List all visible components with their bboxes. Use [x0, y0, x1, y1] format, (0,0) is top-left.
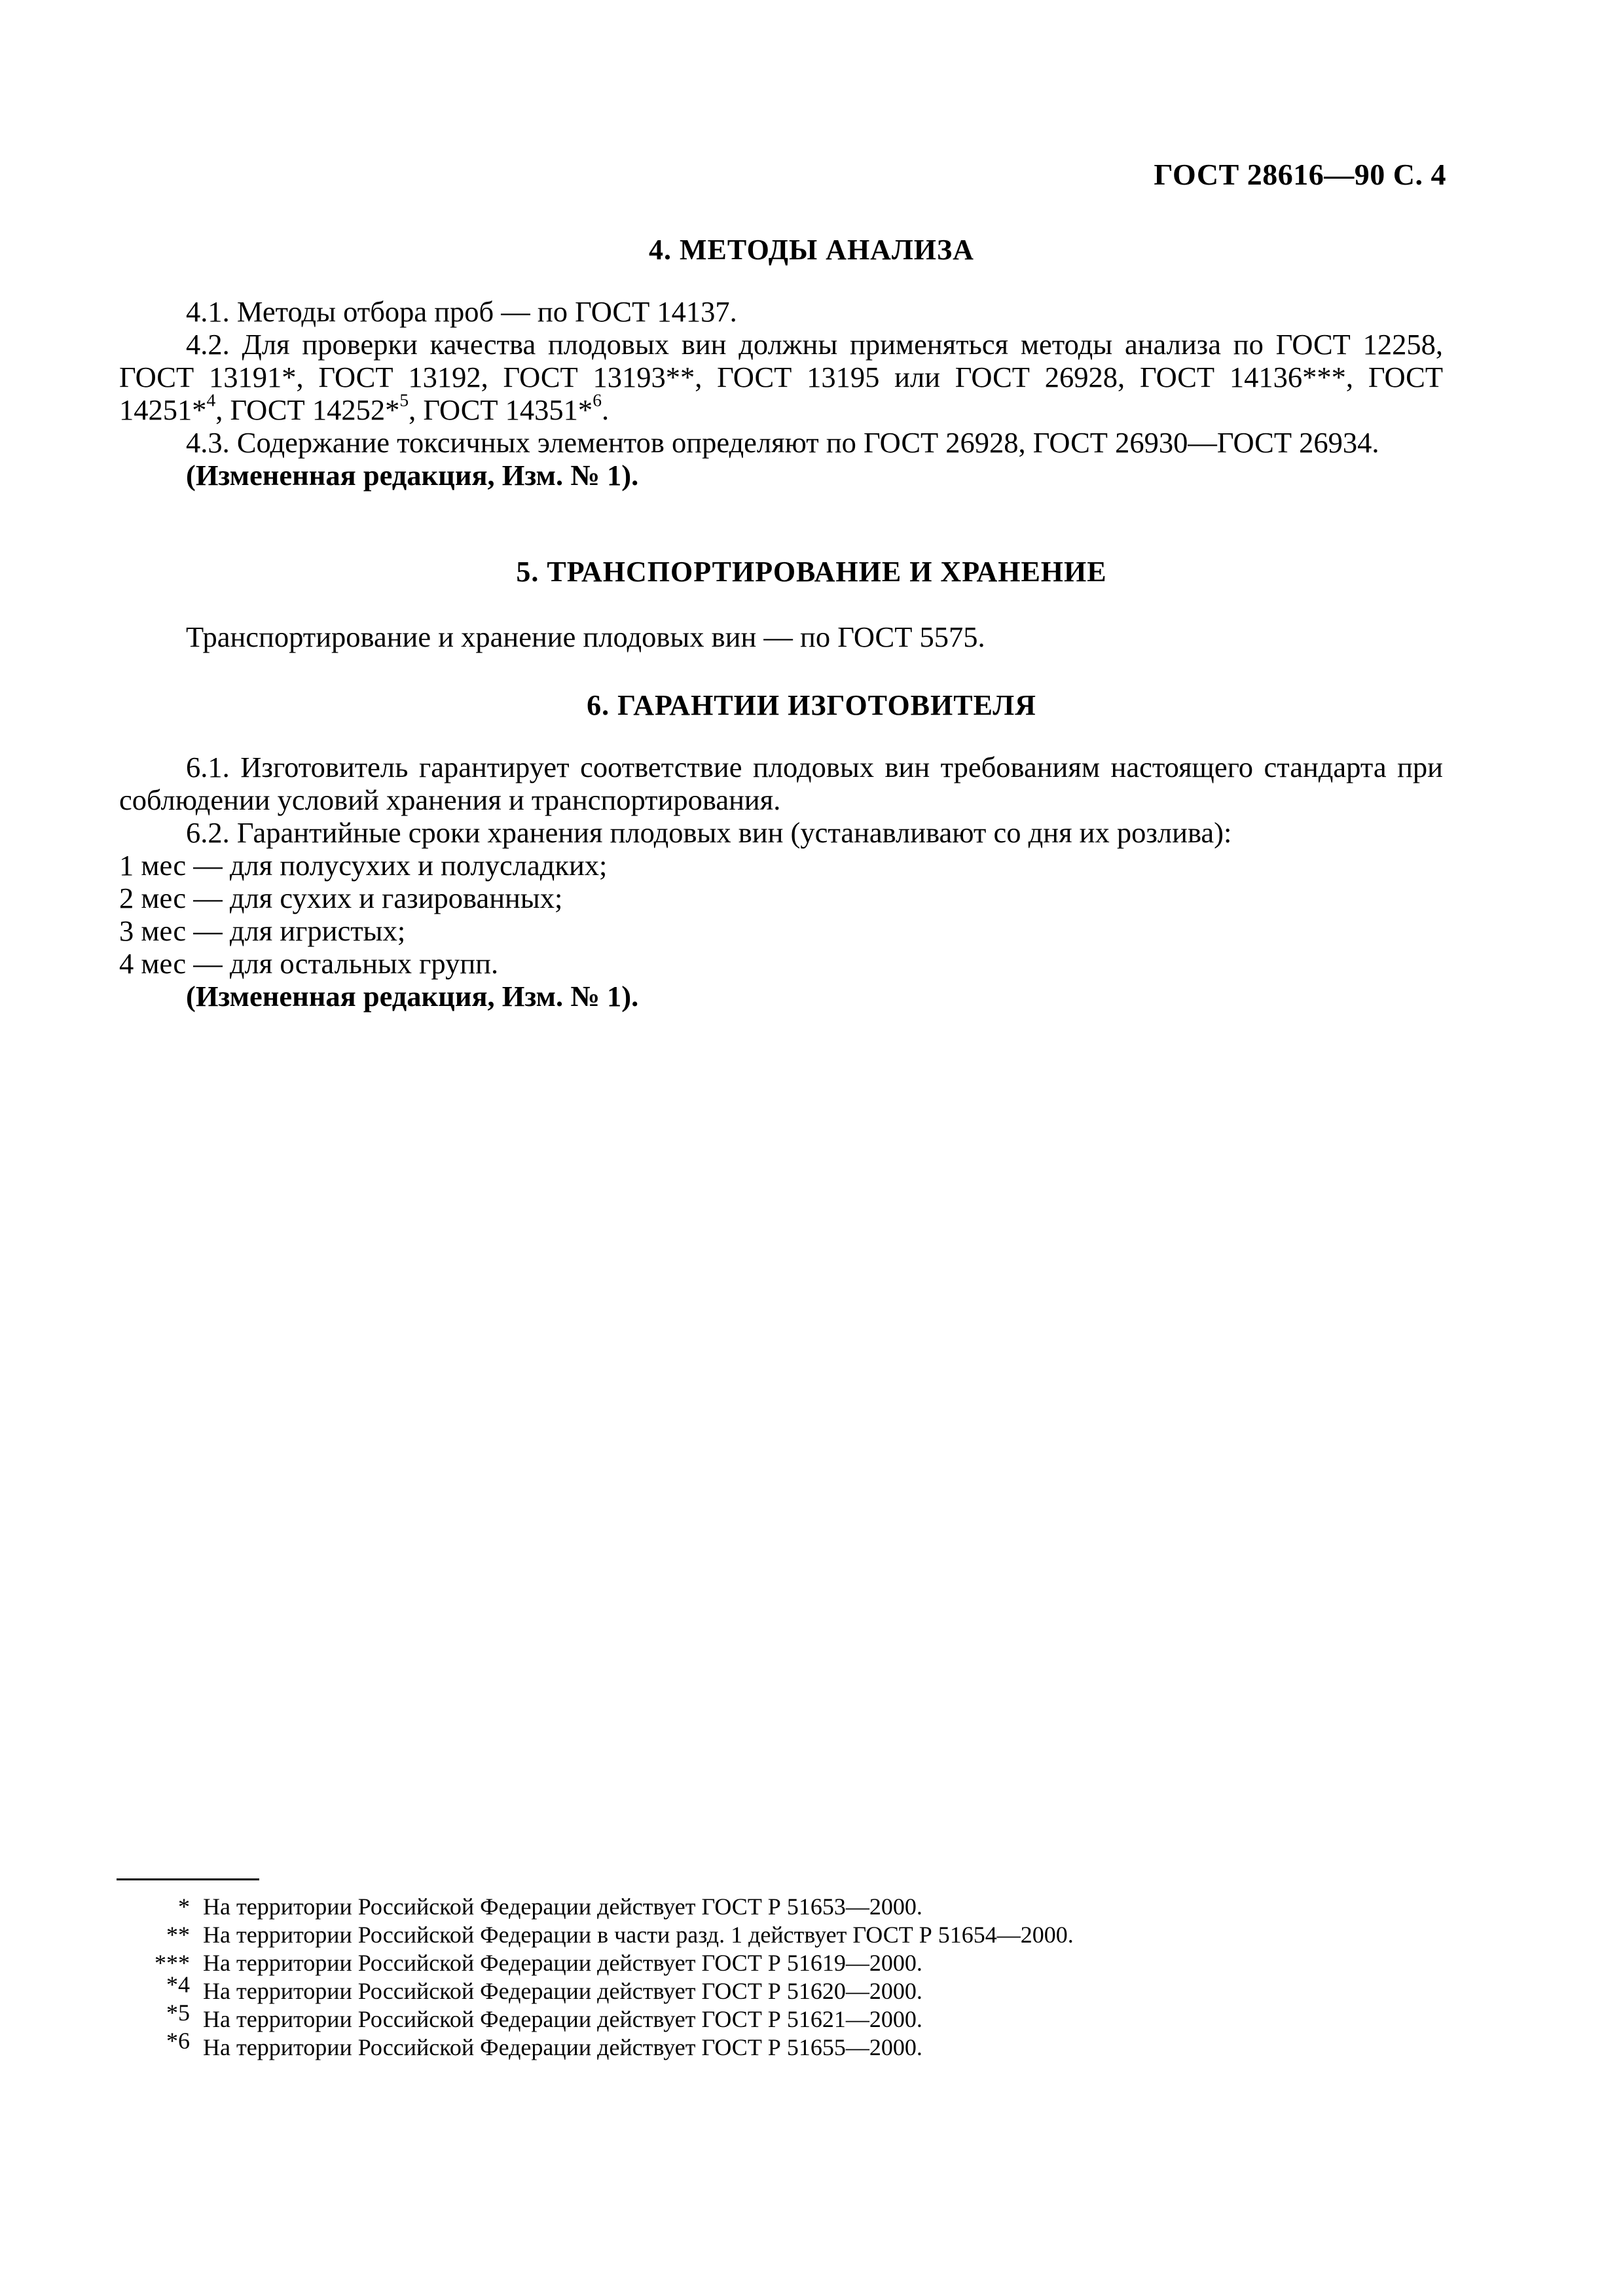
page-header: ГОСТ 28616—90 С. 4	[1154, 158, 1446, 191]
footnote-mark: *6	[166, 2028, 190, 2054]
footnote-mark: ***	[155, 1950, 190, 1976]
paragraph-4-2-text-a: 4.2. Для проверки качества плодовых вин должны применяться методы анализа по ГОСТ 12258, ГОСТ 13191*, ГОСТ 13192, ГОСТ 13193**, ГОСТ 13195 или ГОСТ 26928, ГОСТ 14136***, ГОСТ 14251*	[119, 328, 1443, 426]
footnotes	[111, 1893, 1355, 2062]
footnote-mark: **	[166, 1922, 190, 1948]
footnote-mark: *4	[166, 1971, 190, 1998]
footnote-text: На территории Российской Федерации действует ГОСТ Р 51619—2000.	[203, 1950, 922, 1976]
footnote-text: На территории Российской Федерации действует ГОСТ Р 51621—2000.	[203, 2006, 922, 2032]
storage-term-item: 4 мес — для остальных групп.	[119, 947, 499, 980]
paragraph-5-1: Транспортирование и хранение плодовых вин — по ГОСТ 5575.	[186, 620, 985, 653]
footnote	[111, 1949, 1355, 1977]
section-6-body	[119, 751, 1443, 1013]
footnote-mark: *5	[166, 2000, 190, 2026]
footnote	[111, 2000, 1355, 2034]
section-5-body	[119, 620, 1443, 653]
footnote-ref-4: 4	[206, 389, 216, 410]
section-5-title: 5. ТРАНСПОРТИРОВАНИЕ И ХРАНЕНИЕ	[516, 556, 1107, 588]
section-4-body	[119, 295, 1443, 492]
storage-term-item: 1 мес — для полусухих и полусладких;	[119, 849, 608, 882]
footnote	[111, 1921, 1355, 1949]
footnote-separator	[117, 1878, 259, 1880]
storage-term-item: 2 мес — для сухих и газированных;	[119, 882, 563, 914]
paragraph-4-2-text-b: , ГОСТ 14252*	[215, 393, 400, 426]
paragraph-6-1: 6.1. Изготовитель гарантирует соответствие плодовых вин требованиям настоящего стандарта при соблюдении условий хранения и транспортирования.	[119, 751, 1443, 816]
paragraph-6-2: 6.2. Гарантийные сроки хранения плодовых вин (устанавливают со дня их розлива):	[186, 816, 1232, 849]
storage-term-item: 3 мес — для игристых;	[119, 914, 406, 947]
footnote-text: На территории Российской Федерации действует ГОСТ Р 51653—2000.	[203, 1893, 922, 1920]
paragraph-4-2	[119, 328, 1443, 426]
footnote-text: На территории Российской Федерации действует ГОСТ Р 51620—2000.	[203, 1978, 922, 2004]
footnote-ref-5: 5	[399, 389, 409, 410]
paragraph-4-3: 4.3. Содержание токсичных элементов определяют по ГОСТ 26928, ГОСТ 26930—ГОСТ 26934.	[186, 426, 1379, 459]
footnote-text: На территории Российской Федерации действует ГОСТ Р 51655—2000.	[203, 2034, 922, 2060]
footnote	[111, 2028, 1355, 2062]
footnote-ref-6: 6	[593, 389, 602, 410]
change-note-section-6: (Измененная редакция, Изм. № 1).	[186, 980, 639, 1013]
section-4-title: 4. МЕТОДЫ АНАЛИЗА	[649, 234, 974, 266]
paragraph-4-2-text-c: , ГОСТ 14351*	[409, 393, 593, 426]
footnote	[111, 1893, 1355, 1921]
paragraph-4-2-text-d: .	[601, 393, 610, 426]
footnote-mark: *	[178, 1893, 190, 1920]
section-6-title: 6. ГАРАНТИИ ИЗГОТОВИТЕЛЯ	[587, 689, 1036, 721]
paragraph-4-1: 4.1. Методы отбора проб — по ГОСТ 14137.	[186, 295, 737, 328]
change-note-section-4: (Измененная редакция, Изм. № 1).	[186, 459, 639, 492]
footnote	[111, 1971, 1355, 2005]
footnote-text: На территории Российской Федерации в части разд. 1 действует ГОСТ Р 51654—2000.	[203, 1922, 1074, 1948]
